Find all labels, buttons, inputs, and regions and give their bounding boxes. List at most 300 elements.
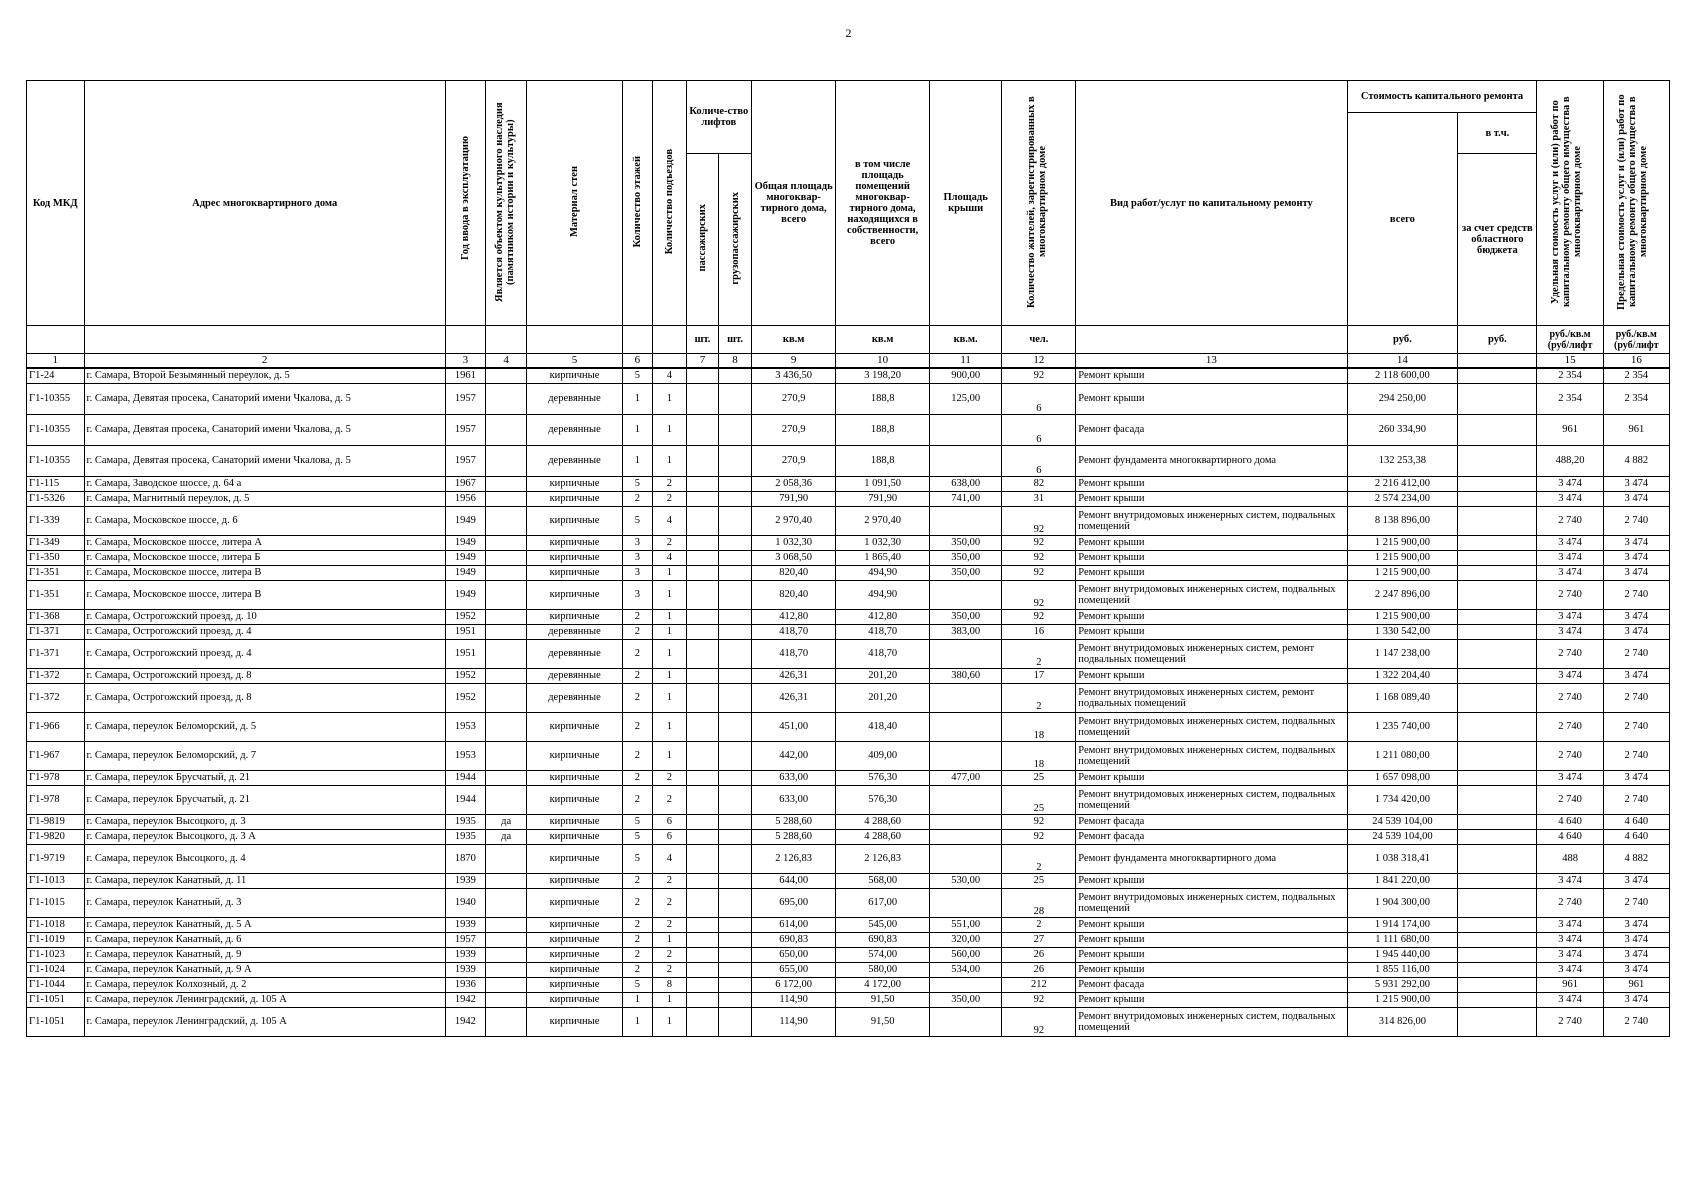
cell-address: г. Самара, Острогожский проезд, д. 4	[84, 624, 445, 639]
cell-area-total: 820,40	[751, 580, 836, 609]
cell-heritage	[486, 491, 527, 506]
cell-floors: 3	[622, 565, 652, 580]
cell-unit-cost: 961	[1537, 977, 1603, 992]
cell-entrances: 1	[653, 932, 687, 947]
cell-lifts-passenger	[686, 932, 719, 947]
cell-wall-material: деревянные	[527, 668, 622, 683]
cell-lifts-cargo	[719, 962, 752, 977]
cell-area-owned: 690,83	[836, 932, 929, 947]
cell-cost-total: 2 216 412,00	[1347, 476, 1458, 491]
cell-residents: 92	[1002, 1007, 1076, 1036]
cell-wall-material: кирпичные	[527, 565, 622, 580]
cell-lifts-cargo	[719, 445, 752, 476]
cell-lifts-passenger	[686, 550, 719, 565]
cell-lifts-passenger	[686, 565, 719, 580]
cell-roof-area	[929, 445, 1002, 476]
cell-unit-cost: 3 474	[1537, 565, 1603, 580]
cell-residents: 6	[1002, 414, 1076, 445]
table-body	[27, 368, 1670, 1037]
cell-area-total: 2 970,40	[751, 506, 836, 535]
cell-unit-cost: 2 354	[1537, 368, 1603, 384]
cell-max-cost: 3 474	[1603, 565, 1669, 580]
cell-area-owned: 4 288,60	[836, 814, 929, 829]
cell-residents: 26	[1002, 947, 1076, 962]
cell-year: 1939	[445, 873, 485, 888]
cell-year: 1949	[445, 535, 485, 550]
cell-heritage	[486, 639, 527, 668]
cell-lifts-passenger	[686, 844, 719, 873]
cell-lifts-cargo	[719, 580, 752, 609]
cell-heritage	[486, 962, 527, 977]
table-row	[27, 770, 1670, 785]
cell-residents: 212	[1002, 977, 1076, 992]
cell-address: г. Самара, Московское шоссе, д. 6	[84, 506, 445, 535]
header-roof-area: Площадь крыши	[929, 81, 1002, 326]
cell-area-owned: 545,00	[836, 917, 929, 932]
cell-lifts-passenger	[686, 1007, 719, 1036]
cell-code: Г1-1044	[27, 977, 85, 992]
unit-roof-area: кв.м.	[929, 326, 1002, 354]
cell-cost-regional	[1458, 383, 1537, 414]
cell-roof-area	[929, 977, 1002, 992]
cell-address: г. Самара, переулок Канатный, д. 3	[84, 888, 445, 917]
cell-work-type: Ремонт фасада	[1076, 414, 1347, 445]
cell-cost-regional	[1458, 947, 1537, 962]
cell-unit-cost: 3 474	[1537, 932, 1603, 947]
header-entrances: Количество подъездов	[663, 148, 675, 255]
cell-unit-cost: 3 474	[1537, 476, 1603, 491]
cell-year: 1957	[445, 383, 485, 414]
cell-residents: 92	[1002, 506, 1076, 535]
cell-lifts-cargo	[719, 506, 752, 535]
table-row	[27, 414, 1670, 445]
cell-cost-total: 1 855 116,00	[1347, 962, 1458, 977]
cell-residents: 92	[1002, 535, 1076, 550]
cell-residents: 92	[1002, 609, 1076, 624]
cell-heritage	[486, 785, 527, 814]
cell-roof-area: 350,00	[929, 565, 1002, 580]
cell-cost-total: 24 539 104,00	[1347, 829, 1458, 844]
header-cost-regional: за счет средств областного бюджета	[1458, 154, 1537, 326]
cell-heritage	[486, 414, 527, 445]
header-lifts-cargo: грузопассажирских	[729, 191, 741, 285]
cell-address: г. Самара, Острогожский проезд, д. 4	[84, 639, 445, 668]
cell-max-cost: 2 740	[1603, 785, 1669, 814]
cell-year: 1957	[445, 414, 485, 445]
cell-cost-total: 132 253,38	[1347, 445, 1458, 476]
cell-area-total: 633,00	[751, 785, 836, 814]
cell-year: 1953	[445, 741, 485, 770]
cell-floors: 2	[622, 609, 652, 624]
column-number: 10	[836, 354, 929, 368]
cell-residents: 18	[1002, 712, 1076, 741]
cell-wall-material: деревянные	[527, 683, 622, 712]
cell-wall-material: деревянные	[527, 624, 622, 639]
column-number: 2	[84, 354, 445, 368]
cell-lifts-cargo	[719, 414, 752, 445]
cell-lifts-passenger	[686, 368, 719, 384]
cell-lifts-cargo	[719, 977, 752, 992]
cell-unit-cost: 488,20	[1537, 445, 1603, 476]
cell-year: 1967	[445, 476, 485, 491]
cell-floors: 2	[622, 639, 652, 668]
table-row	[27, 741, 1670, 770]
table-row	[27, 712, 1670, 741]
cell-heritage	[486, 917, 527, 932]
cell-area-owned: 617,00	[836, 888, 929, 917]
table-row	[27, 829, 1670, 844]
cell-unit-cost: 2 740	[1537, 506, 1603, 535]
table-row	[27, 873, 1670, 888]
cell-residents: 92	[1002, 565, 1076, 580]
cell-address: г. Самара, Девятая просека, Санаторий имени Чкалова, д. 5	[84, 445, 445, 476]
cell-roof-area	[929, 814, 1002, 829]
cell-area-total: 655,00	[751, 962, 836, 977]
cell-lifts-cargo	[719, 550, 752, 565]
cell-entrances: 1	[653, 668, 687, 683]
cell-year: 1944	[445, 770, 485, 785]
cell-address: г. Самара, переулок Колхозный, д. 2	[84, 977, 445, 992]
cell-address: г. Самара, переулок Канатный, д. 5 А	[84, 917, 445, 932]
table-row	[27, 535, 1670, 550]
cell-lifts-cargo	[719, 947, 752, 962]
cell-cost-total: 1 147 238,00	[1347, 639, 1458, 668]
cell-lifts-passenger	[686, 962, 719, 977]
cell-roof-area: 320,00	[929, 932, 1002, 947]
column-number: 6	[622, 354, 652, 368]
cell-code: Г1-24	[27, 368, 85, 384]
cell-entrances: 1	[653, 414, 687, 445]
cell-cost-total: 2 118 600,00	[1347, 368, 1458, 384]
cell-entrances: 1	[653, 639, 687, 668]
cell-work-type: Ремонт фундамента многоквартирного дома	[1076, 844, 1347, 873]
cell-work-type: Ремонт крыши	[1076, 565, 1347, 580]
cell-max-cost: 961	[1603, 977, 1669, 992]
cell-area-owned: 576,30	[836, 785, 929, 814]
cell-work-type: Ремонт внутридомовых инженерных систем, ремонт подвальных помещений	[1076, 639, 1347, 668]
cell-entrances: 1	[653, 712, 687, 741]
cell-max-cost: 3 474	[1603, 947, 1669, 962]
cell-residents: 6	[1002, 445, 1076, 476]
cell-work-type: Ремонт внутридомовых инженерных систем, подвальных помещений	[1076, 580, 1347, 609]
cell-area-total: 695,00	[751, 888, 836, 917]
cell-unit-cost: 4 640	[1537, 829, 1603, 844]
cell-work-type: Ремонт крыши	[1076, 932, 1347, 947]
cell-unit-cost: 3 474	[1537, 873, 1603, 888]
cell-unit-cost: 2 740	[1537, 683, 1603, 712]
table-row	[27, 491, 1670, 506]
table-row	[27, 977, 1670, 992]
cell-year: 1952	[445, 609, 485, 624]
cell-entrances: 2	[653, 785, 687, 814]
cell-wall-material: деревянные	[527, 639, 622, 668]
column-number: 1	[27, 354, 85, 368]
cell-max-cost: 4 640	[1603, 814, 1669, 829]
cell-code: Г1-1018	[27, 917, 85, 932]
cell-residents: 2	[1002, 639, 1076, 668]
cell-work-type: Ремонт крыши	[1076, 368, 1347, 384]
cell-heritage	[486, 580, 527, 609]
cell-area-total: 644,00	[751, 873, 836, 888]
cell-floors: 5	[622, 368, 652, 384]
cell-heritage	[486, 844, 527, 873]
cell-unit-cost: 3 474	[1537, 917, 1603, 932]
cell-area-owned: 791,90	[836, 491, 929, 506]
table-row	[27, 844, 1670, 873]
cell-entrances: 2	[653, 476, 687, 491]
cell-code: Г1-371	[27, 624, 85, 639]
cell-work-type: Ремонт внутридомовых инженерных систем, подвальных помещений	[1076, 712, 1347, 741]
table-row	[27, 580, 1670, 609]
cell-year: 1951	[445, 624, 485, 639]
cell-cost-regional	[1458, 829, 1537, 844]
cell-area-owned: 418,70	[836, 639, 929, 668]
cell-year: 1935	[445, 814, 485, 829]
cell-year: 1936	[445, 977, 485, 992]
cell-work-type: Ремонт крыши	[1076, 947, 1347, 962]
cell-year: 1939	[445, 917, 485, 932]
cell-unit-cost: 3 474	[1537, 962, 1603, 977]
cell-code: Г1-372	[27, 668, 85, 683]
cell-cost-regional	[1458, 535, 1537, 550]
cell-area-owned: 188,8	[836, 383, 929, 414]
cell-work-type: Ремонт крыши	[1076, 491, 1347, 506]
cell-cost-regional	[1458, 609, 1537, 624]
table-row	[27, 683, 1670, 712]
cell-cost-total: 1 168 089,40	[1347, 683, 1458, 712]
cell-max-cost: 2 740	[1603, 741, 1669, 770]
unit-cost-regional: руб.	[1458, 326, 1537, 354]
cell-cost-total: 314 826,00	[1347, 1007, 1458, 1036]
cell-roof-area: 551,00	[929, 917, 1002, 932]
cell-area-owned: 188,8	[836, 414, 929, 445]
column-number: 13	[1076, 354, 1347, 368]
header-year: Год ввода в эксплуатацию	[459, 136, 471, 261]
cell-wall-material: кирпичные	[527, 785, 622, 814]
cell-cost-regional	[1458, 624, 1537, 639]
header-code: Код МКД	[27, 81, 85, 326]
cell-max-cost: 4 882	[1603, 445, 1669, 476]
cell-floors: 5	[622, 506, 652, 535]
cell-area-owned: 201,20	[836, 683, 929, 712]
header-cost: Стоимость капитального ремонта	[1347, 81, 1537, 113]
cell-cost-total: 2 574 234,00	[1347, 491, 1458, 506]
header-address: Адрес многоквартирного дома	[84, 81, 445, 326]
cell-address: г. Самара, переулок Беломорский, д. 7	[84, 741, 445, 770]
cell-lifts-cargo	[719, 624, 752, 639]
cell-entrances: 8	[653, 977, 687, 992]
cell-work-type: Ремонт фасада	[1076, 814, 1347, 829]
cell-heritage	[486, 668, 527, 683]
cell-wall-material: деревянные	[527, 414, 622, 445]
cell-heritage	[486, 368, 527, 384]
cell-roof-area: 350,00	[929, 609, 1002, 624]
cell-residents: 28	[1002, 888, 1076, 917]
cell-heritage	[486, 550, 527, 565]
cell-area-total: 5 288,60	[751, 814, 836, 829]
cell-unit-cost: 2 740	[1537, 1007, 1603, 1036]
cell-entrances: 2	[653, 888, 687, 917]
cell-max-cost: 3 474	[1603, 770, 1669, 785]
cell-cost-total: 1 215 900,00	[1347, 565, 1458, 580]
cell-floors: 2	[622, 683, 652, 712]
cell-entrances: 1	[653, 445, 687, 476]
header-lifts-passenger: пассажирских	[697, 204, 708, 272]
cell-cost-total: 1 211 080,00	[1347, 741, 1458, 770]
cell-year: 1952	[445, 668, 485, 683]
cell-year: 1957	[445, 445, 485, 476]
cell-lifts-passenger	[686, 770, 719, 785]
cell-address: г. Самара, переулок Брусчатый, д. 21	[84, 770, 445, 785]
cell-work-type: Ремонт крыши	[1076, 624, 1347, 639]
header-lifts: Количе-ство лифтов	[686, 81, 751, 154]
cell-cost-regional	[1458, 491, 1537, 506]
cell-lifts-passenger	[686, 829, 719, 844]
cell-roof-area	[929, 1007, 1002, 1036]
cell-area-owned: 494,90	[836, 580, 929, 609]
cell-unit-cost: 3 474	[1537, 624, 1603, 639]
cell-code: Г1-5326	[27, 491, 85, 506]
table-row	[27, 609, 1670, 624]
cell-address: г. Самара, Девятая просека, Санаторий имени Чкалова, д. 5	[84, 383, 445, 414]
cell-code: Г1-966	[27, 712, 85, 741]
cell-unit-cost: 2 740	[1537, 741, 1603, 770]
column-number: 16	[1603, 354, 1669, 368]
cell-floors: 2	[622, 962, 652, 977]
column-number: 8	[719, 354, 752, 368]
cell-area-owned: 418,70	[836, 624, 929, 639]
cell-area-total: 418,70	[751, 639, 836, 668]
cell-cost-total: 1 322 204,40	[1347, 668, 1458, 683]
cell-cost-regional	[1458, 639, 1537, 668]
cell-unit-cost: 3 474	[1537, 491, 1603, 506]
cell-lifts-cargo	[719, 1007, 752, 1036]
cell-roof-area	[929, 785, 1002, 814]
cell-unit-cost: 961	[1537, 414, 1603, 445]
cell-entrances: 1	[653, 565, 687, 580]
cell-area-total: 270,9	[751, 414, 836, 445]
cell-lifts-cargo	[719, 814, 752, 829]
cell-code: Г1-115	[27, 476, 85, 491]
cell-code: Г1-1024	[27, 962, 85, 977]
cell-work-type: Ремонт крыши	[1076, 535, 1347, 550]
cell-code: Г1-368	[27, 609, 85, 624]
cell-area-owned: 494,90	[836, 565, 929, 580]
repair-program-table	[26, 80, 1670, 1037]
cell-address: г. Самара, Московское шоссе, литера В	[84, 580, 445, 609]
cell-cost-regional	[1458, 992, 1537, 1007]
cell-year: 1961	[445, 368, 485, 384]
cell-residents: 26	[1002, 962, 1076, 977]
header-unit-cost: Удельная стоимость услуг и (или) работ по капитальному ремонту общего имущества в многоквартирном доме	[1550, 96, 1584, 307]
cell-residents: 92	[1002, 814, 1076, 829]
cell-unit-cost: 2 740	[1537, 712, 1603, 741]
cell-max-cost: 4 882	[1603, 844, 1669, 873]
cell-area-total: 650,00	[751, 947, 836, 962]
cell-wall-material: кирпичные	[527, 712, 622, 741]
cell-wall-material: кирпичные	[527, 580, 622, 609]
cell-address: г. Самара, Острогожский проезд, д. 8	[84, 683, 445, 712]
cell-wall-material: кирпичные	[527, 814, 622, 829]
cell-address: г. Самара, Московское шоссе, литера Б	[84, 550, 445, 565]
cell-area-total: 820,40	[751, 565, 836, 580]
cell-cost-total: 1 215 900,00	[1347, 609, 1458, 624]
cell-cost-regional	[1458, 1007, 1537, 1036]
cell-area-owned: 1 865,40	[836, 550, 929, 565]
cell-year: 1940	[445, 888, 485, 917]
cell-cost-regional	[1458, 917, 1537, 932]
cell-lifts-passenger	[686, 873, 719, 888]
cell-residents: 17	[1002, 668, 1076, 683]
cell-area-owned: 3 198,20	[836, 368, 929, 384]
cell-roof-area: 380,60	[929, 668, 1002, 683]
cell-heritage	[486, 712, 527, 741]
cell-entrances: 2	[653, 917, 687, 932]
table-row	[27, 476, 1670, 491]
cell-cost-total: 294 250,00	[1347, 383, 1458, 414]
cell-area-owned: 568,00	[836, 873, 929, 888]
header-walls: Материал стен	[568, 166, 580, 237]
cell-entrances: 4	[653, 368, 687, 384]
cell-wall-material: кирпичные	[527, 741, 622, 770]
cell-lifts-passenger	[686, 414, 719, 445]
cell-heritage	[486, 932, 527, 947]
cell-area-total: 412,80	[751, 609, 836, 624]
cell-entrances: 6	[653, 814, 687, 829]
cell-cost-regional	[1458, 844, 1537, 873]
cell-floors: 5	[622, 977, 652, 992]
cell-wall-material: кирпичные	[527, 550, 622, 565]
column-number: 4	[486, 354, 527, 368]
cell-area-owned: 4 288,60	[836, 829, 929, 844]
table-row	[27, 550, 1670, 565]
cell-code: Г1-1015	[27, 888, 85, 917]
cell-cost-total: 1 235 740,00	[1347, 712, 1458, 741]
cell-heritage	[486, 770, 527, 785]
table-row	[27, 445, 1670, 476]
cell-max-cost: 3 474	[1603, 962, 1669, 977]
cell-address: г. Самара, Второй Безымянный переулок, д. 5	[84, 368, 445, 384]
cell-wall-material: деревянные	[527, 383, 622, 414]
cell-address: г. Самара, Магнитный переулок, д. 5	[84, 491, 445, 506]
cell-code: Г1-1019	[27, 932, 85, 947]
cell-address: г. Самара, Острогожский проезд, д. 10	[84, 609, 445, 624]
cell-year: 1956	[445, 491, 485, 506]
cell-lifts-cargo	[719, 565, 752, 580]
cell-entrances: 1	[653, 609, 687, 624]
cell-lifts-cargo	[719, 683, 752, 712]
cell-floors: 2	[622, 491, 652, 506]
cell-lifts-passenger	[686, 506, 719, 535]
cell-address: г. Самара, Московское шоссе, литера В	[84, 565, 445, 580]
cell-lifts-passenger	[686, 683, 719, 712]
cell-heritage	[486, 683, 527, 712]
cell-work-type: Ремонт крыши	[1076, 770, 1347, 785]
unit-lifts-passenger: шт.	[686, 326, 719, 354]
cell-code: Г1-349	[27, 535, 85, 550]
cell-heritage	[486, 624, 527, 639]
cell-address: г. Самара, переулок Беломорский, д. 5	[84, 712, 445, 741]
cell-work-type: Ремонт крыши	[1076, 962, 1347, 977]
cell-code: Г1-371	[27, 639, 85, 668]
column-number: 14	[1347, 354, 1458, 368]
cell-max-cost: 3 474	[1603, 609, 1669, 624]
cell-residents: 2	[1002, 844, 1076, 873]
cell-max-cost: 2 740	[1603, 1007, 1669, 1036]
cell-area-owned: 188,8	[836, 445, 929, 476]
cell-heritage	[486, 476, 527, 491]
cell-max-cost: 3 474	[1603, 624, 1669, 639]
